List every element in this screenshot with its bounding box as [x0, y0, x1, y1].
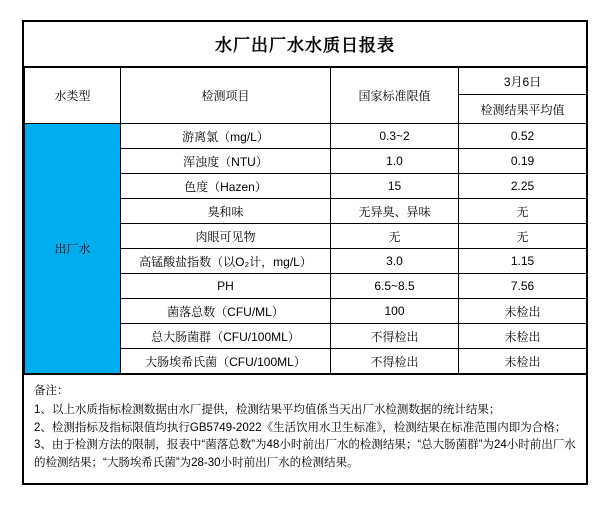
- notes-title: 备注：: [34, 385, 69, 397]
- limit-value: 不得检出: [331, 349, 459, 374]
- limit-value: 不得检出: [331, 324, 459, 349]
- result-value: 未检出: [459, 324, 587, 349]
- note-line-3: 3、由于检测方法的限制，报表中“菌落总数”为48小时前出厂水的检测结果；“总大肠菌群”为24小时前出厂水的检测结果；“大肠埃希氏菌”为28-30小时前出厂水的检测结果。: [34, 439, 576, 470]
- result-value: 未检出: [459, 349, 587, 374]
- water-type-value: 出厂水: [25, 124, 121, 374]
- result-value: 0.19: [459, 149, 587, 174]
- test-item-name: 高锰酸盐指数（以O₂计，mg/L）: [121, 249, 331, 274]
- limit-value: 0.3~2: [331, 124, 459, 149]
- result-value: 无: [459, 199, 587, 224]
- limit-value: 100: [331, 299, 459, 324]
- report-notes: [24, 374, 586, 483]
- report-table: [24, 67, 587, 374]
- limit-value: 无异臭、异味: [331, 199, 459, 224]
- result-value: 2.25: [459, 174, 587, 199]
- result-value: 未检出: [459, 299, 587, 324]
- limit-value: 1.0: [331, 149, 459, 174]
- test-item-name: 菌落总数（CFU/ML）: [121, 299, 331, 324]
- column-header-water-type: 水类型: [25, 68, 121, 124]
- limit-value: 6.5~8.5: [331, 274, 459, 299]
- result-value: 无: [459, 224, 587, 249]
- test-item-name: 大肠埃希氏菌（CFU/100ML）: [121, 349, 331, 374]
- test-item-name: 总大肠菌群（CFU/100ML）: [121, 324, 331, 349]
- result-value: 1.15: [459, 249, 587, 274]
- column-header-national-limit: 国家标准限值: [331, 68, 459, 124]
- table-header-row: [25, 68, 587, 95]
- table-row: [25, 124, 587, 149]
- note-line-1: 1、以上水质指标检测数据由水厂提供，检测结果平均值係当天出厂水检测数据的统计结果；: [34, 403, 501, 416]
- page-title: 水厂出厂水水质日报表: [215, 36, 395, 55]
- test-item-name: 游离氯（mg/L）: [121, 124, 331, 149]
- report-title-row: [24, 22, 586, 67]
- column-header-date: 3月6日: [459, 68, 587, 95]
- result-value: 7.56: [459, 274, 587, 299]
- test-item-name: 肉眼可见物: [121, 224, 331, 249]
- water-quality-report: [22, 20, 588, 485]
- note-line-2: 2、检测指标及指标限值均执行GB5749-2022《生活饮用水卫生标准》，检测结果在标准范围内即为合格；: [34, 421, 567, 434]
- test-item-name: 浑浊度（NTU）: [121, 149, 331, 174]
- column-header-average-result: 检测结果平均值: [459, 95, 587, 124]
- test-item-name: PH: [121, 274, 331, 299]
- result-value: 0.52: [459, 124, 587, 149]
- column-header-test-item: 检测项目: [121, 68, 331, 124]
- limit-value: 3.0: [331, 249, 459, 274]
- test-item-name: 色度（Hazen）: [121, 174, 331, 199]
- limit-value: 15: [331, 174, 459, 199]
- test-item-name: 臭和味: [121, 199, 331, 224]
- limit-value: 无: [331, 224, 459, 249]
